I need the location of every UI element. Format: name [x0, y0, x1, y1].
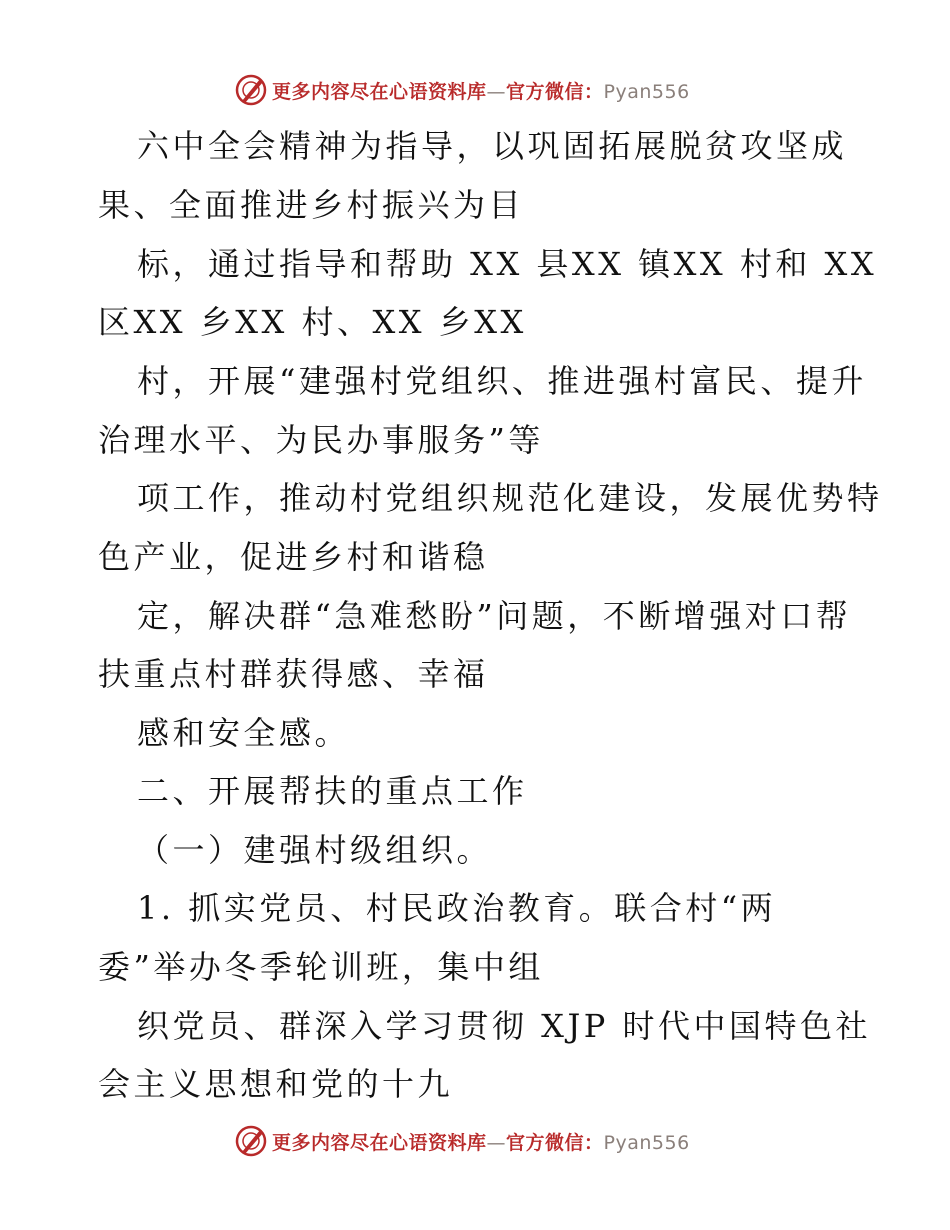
text-line: 果、全面推进乡村振兴为目 — [98, 186, 525, 224]
pen-seal-icon — [234, 1124, 268, 1158]
text-line: 1. 抓实党员、村民政治教育。联合村“两 — [137, 889, 777, 927]
text-line: 定，解决群“急难愁盼”问题，不断增强对口帮 — [137, 597, 852, 635]
text-line: 委”举办冬季轮训班，集中组 — [98, 948, 544, 986]
watermark-contact-label: 官方微信： — [506, 80, 604, 103]
text-line: 村，开展“建强村党组织、推进强村富民、提升 — [137, 362, 867, 400]
text-line: 六中全会精神为指导，以巩固拓展脱贫攻坚成 — [137, 127, 848, 165]
watermark-text — [272, 77, 690, 104]
watermark-contact-label: 官方微信： — [506, 1131, 604, 1154]
text-line: 治理水平、为民办事服务”等 — [98, 421, 544, 459]
watermark-contact-id: Pyan556 — [603, 80, 690, 103]
text-line: 标，通过指导和帮助 XX 县XX 镇XX 村和 XX — [137, 245, 878, 283]
text-line: 感和安全感。 — [137, 714, 351, 752]
section-heading: 二、开展帮扶的重点工作 — [137, 772, 528, 810]
text-line: 项工作，推动村党组织规范化建设，发展优势特 — [137, 479, 883, 517]
text-line: 色产业，促进乡村和谐稳 — [98, 538, 489, 576]
watermark-brand: 更多内容尽在心语资料库 — [272, 80, 487, 103]
watermark-header — [234, 72, 690, 108]
watermark-separator: — — [486, 80, 507, 103]
text-line: 织党员、群深入学习贯彻 XJP 时代中国特色社 — [137, 1007, 871, 1045]
pen-seal-icon — [234, 73, 268, 107]
watermark-footer — [234, 1123, 690, 1159]
text-line: 扶重点村群获得感、幸福 — [98, 655, 489, 693]
subsection-heading: （一）建强村级组织。 — [137, 831, 493, 869]
watermark-brand: 更多内容尽在心语资料库 — [272, 1131, 487, 1154]
text-line: 区XX 乡XX 村、XX 乡XX — [98, 303, 527, 341]
text-line: 会主义思想和党的十九 — [98, 1065, 454, 1103]
watermark-contact-id: Pyan556 — [603, 1131, 690, 1154]
watermark-separator: — — [486, 1131, 507, 1154]
watermark-text — [272, 1128, 690, 1155]
